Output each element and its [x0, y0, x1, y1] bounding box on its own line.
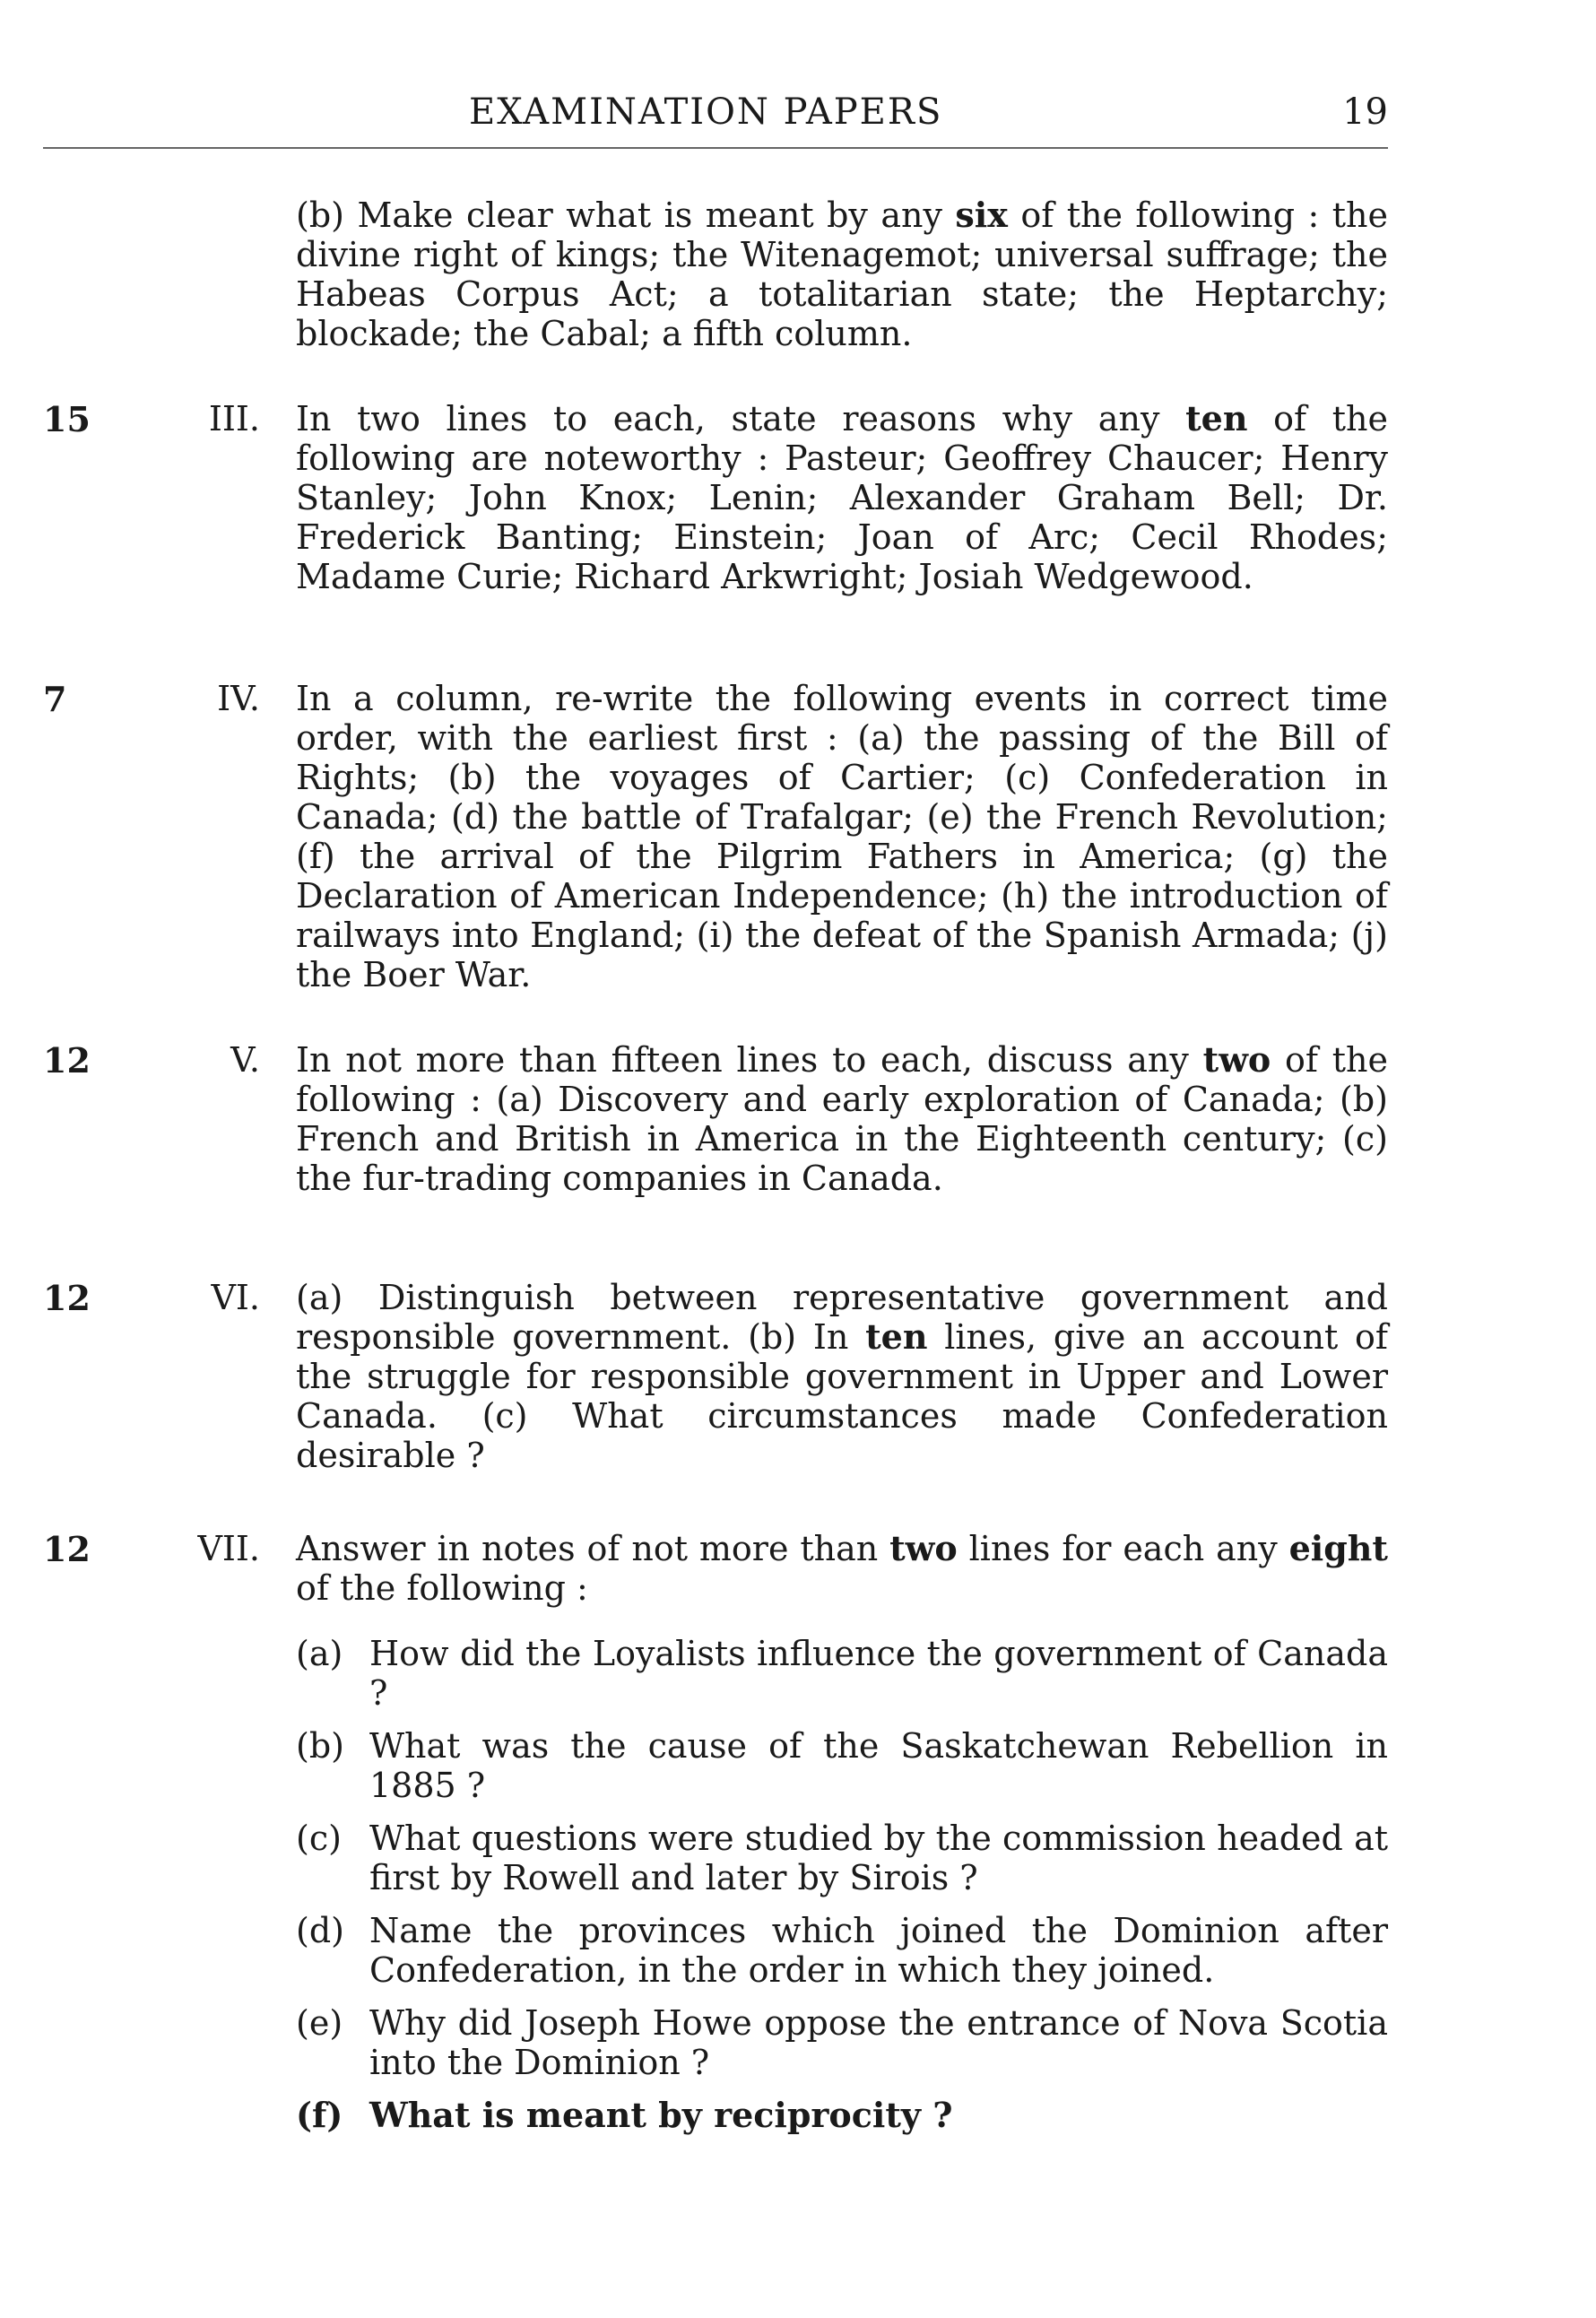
marks-vi: 12	[43, 1278, 91, 1318]
question-number-iv: IV.	[217, 679, 260, 718]
question-number-v: V.	[230, 1040, 260, 1080]
question-vii: Answer in notes of not more than two lines for each any eight of the following :	[296, 1528, 1388, 1608]
question-number-vii: VII.	[197, 1529, 260, 1568]
marks-iv: 7	[43, 679, 67, 719]
marks-vii: 12	[43, 1529, 91, 1569]
header-rule	[43, 147, 1388, 149]
question-ii-part-b: (b) Make clear what is meant by any six of the following : the divine right of kings; the Witenagemot; universal suffrage; the Habeas Corpus Act; a totalitarian state; the Heptarchy; blockade; the Cabal; a fifth column.	[296, 195, 1388, 353]
question-number-vi: VI.	[211, 1278, 260, 1317]
page-header	[43, 91, 1388, 145]
question-iv: In a column, re-write the following events in correct time order, with the earliest first : (a) the passing of the Bill of Rights; (b) the voyages of Cartier; (c) Confederation in Canada; (d) the battle of Trafalgar; (e) the French Revolution; (f) the arrival of the Pilgrim Fathers in America; (g) the Declaration of American Independence; (h) the introduction of railways into England; (i) the defeat of the Spanish Armada; (j) the Boer War.	[296, 679, 1388, 994]
page-number: 19	[1342, 91, 1388, 133]
question-v: In not more than fifteen lines to each, discuss any two of the following : (a) Discovery and early exploration of Canada; (b) French and British in America in the Eighteenth century; (c) the fur-trading companies in Canada.	[296, 1039, 1388, 1198]
question-number-iii: III.	[208, 399, 260, 438]
question-iii: In two lines to each, state reasons why any ten of the following are noteworthy : Pasteur; Geoffrey Chaucer; Henry Stanley; John Knox; Lenin; Alexander Graham Bell; Dr. Frederick Banting; Einstein; Joan of Arc; Cecil Rhodes; Madame Curie; Richard Arkwright; Josiah Wedgewood.	[296, 398, 1388, 596]
marks-iii: 15	[43, 399, 91, 439]
running-title: EXAMINATION PAPERS	[469, 91, 943, 133]
question-vi: (a) Distinguish between representative government and responsible government. (b) In ten lines, give an account of the struggle for responsible government in Upper and Lower Canada. (c) What circumstances made Confederation desirable ?	[296, 1278, 1388, 1475]
marks-v: 12	[43, 1040, 91, 1081]
